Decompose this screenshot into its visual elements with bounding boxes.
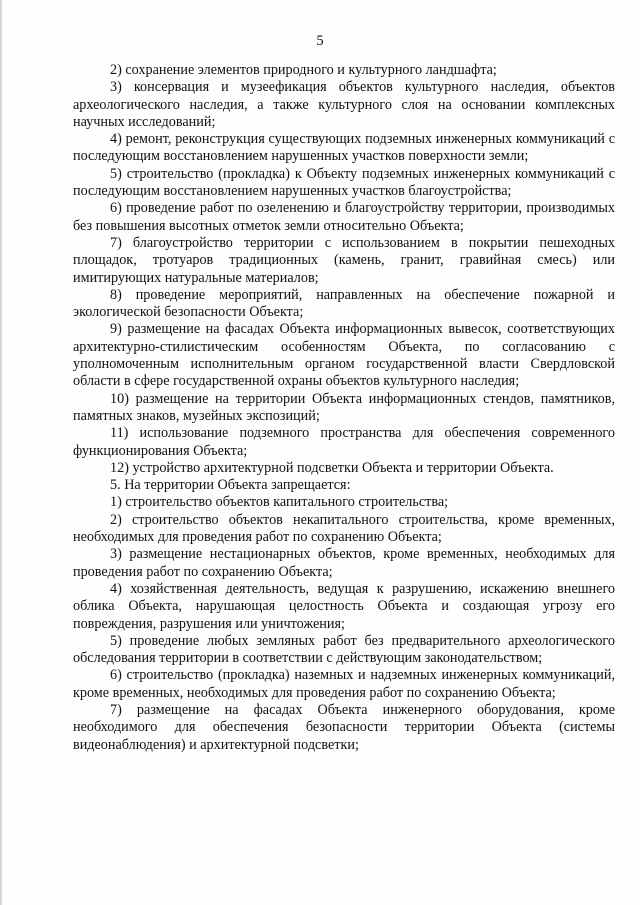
paragraph: 5. На территории Объекта запрещается: xyxy=(110,477,351,494)
paragraph: 5) строительство (прокладка) к Объекту подземных инженерных коммуникаций с последующим восстановлением нарушенных участков благоустройства; xyxy=(73,165,615,200)
paragraph: 3) размещение нестационарных объектов, кроме временных, необходимых для проведения работ по сохранению Объекта; xyxy=(73,546,615,580)
paragraph: 7) размещение на фасадах Объекта инженерного оборудования, кроме необходимого для обеспечения безопасности территории Объекта (системы видеонаблюдения) и архитектурной подсветки; xyxy=(73,701,615,753)
paragraph: 11) использование подземного пространства для обеспечения современного функционирования Объекта; xyxy=(73,425,615,459)
scan-edge xyxy=(0,0,2,905)
paragraph: 7) благоустройство территории с использованием в покрытии пешеходных площадок, тротуаров традиционных (камень, гранит, гравийная смесь) или имитирующих натуральные материалов; xyxy=(73,234,615,286)
paragraph: 4) ремонт, реконструкция существующих подземных инженерных коммуникаций с последующим восстановлением нарушенных участков поверхности земли; xyxy=(73,131,615,165)
document-body xyxy=(73,62,615,754)
paragraph: 1) строительство объектов капитального строительства; xyxy=(110,494,449,511)
page-number: 5 xyxy=(316,33,324,49)
paragraph: 3) консервация и музеефикация объектов культурного наследия, объектов археологического наследия, а также культурного слоя на основании комплексных научных исследований; xyxy=(73,79,615,130)
paragraph: 6) строительство (прокладка) наземных и надземных инженерных коммуникаций, кроме временных, необходимых для проведения работ по сохранению Объекта; xyxy=(73,667,615,701)
paragraph: 4) хозяйственная деятельность, ведущая к разрушению, искажению внешнего облика Объекта, нарушающая целостность Объекта и создающая угрозу его повреждения, разрушения или уничтожения; xyxy=(73,580,615,632)
paragraph: 9) размещение на фасадах Объекта информационных вывесок, соответствующих архитектурно-стилистическим особенностям Объекта, по согласованию с уполномоченным исполнительным органом государственной власти Свердловской области в сфере государственной охраны объектов культурного наследия; xyxy=(73,321,615,390)
paragraph: 2) строительство объектов некапитального строительства, кроме временных, необходимых для проведения работ по сохранению Объекта; xyxy=(73,511,615,546)
paragraph: 6) проведение работ по озеленению и благоустройству территории, производимых без повышения высотных отметок земли относительно Объекта; xyxy=(73,200,615,234)
paragraph: 2) сохранение элементов природного и культурного ландшафта; xyxy=(110,62,497,78)
paragraph: 10) размещение на территории Объекта информационных стендов, памятников, памятных знаков, музейных экспозиций; xyxy=(73,390,615,424)
paragraph: 8) проведение мероприятий, направленных на обеспечение пожарной и экологической безопасности Объекта; xyxy=(73,286,615,321)
paragraph: 5) проведение любых земляных работ без предварительного археологического обследования территории в соответствии с действующим законодательством; xyxy=(73,632,615,667)
paragraph: 12) устройство архитектурной подсветки Объекта и территории Объекта. xyxy=(110,459,554,476)
